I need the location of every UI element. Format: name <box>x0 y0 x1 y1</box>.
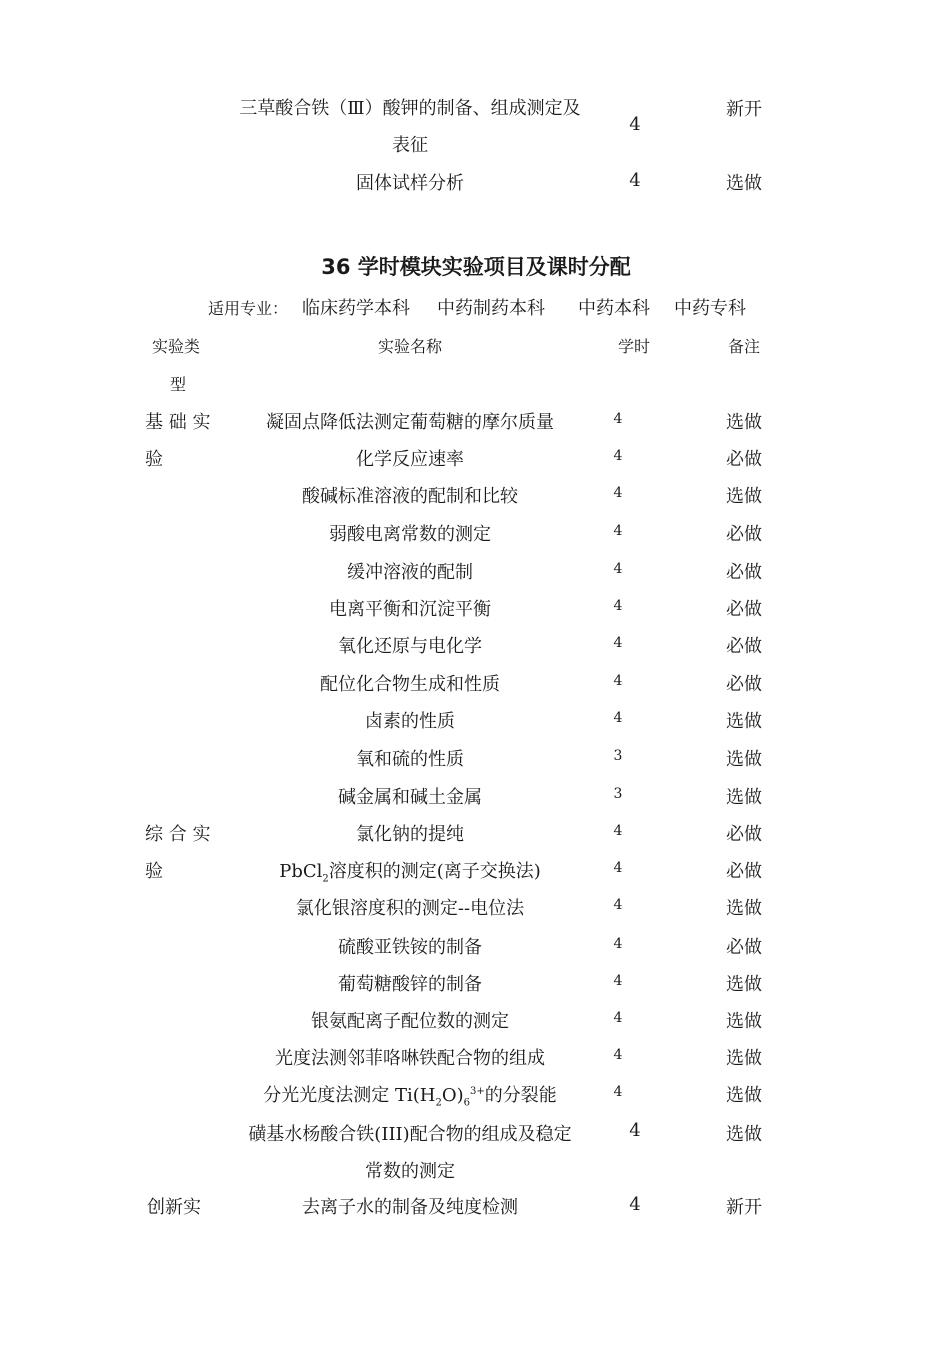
experiment-note: 必做 <box>726 524 762 545</box>
experiment-name <box>220 1081 600 1109</box>
experiment-hours: 4 <box>613 635 623 651</box>
experiment-name: 三草酸合铁（Ⅲ）酸钾的制备、组成测定及 <box>239 98 581 119</box>
experiment-name: 氧和硫的性质 <box>356 749 464 770</box>
type-comprehensive: 综 合 实 <box>145 824 211 845</box>
header-type-continued: 型 <box>170 375 187 394</box>
experiment-name: 缓冲溶液的配制 <box>347 562 473 583</box>
major-item: 中药专科 <box>674 298 746 319</box>
experiment-note: 必做 <box>726 449 762 470</box>
major-item: 临床药学本科 <box>302 298 410 319</box>
name-subscript: 2 <box>435 1097 442 1109</box>
experiment-name: 葡萄糖酸锌的制备 <box>338 974 482 995</box>
experiment-name <box>220 857 600 885</box>
experiment-note: 选做 <box>726 974 762 995</box>
experiment-name: 氧化还原与电化学 <box>338 636 482 657</box>
experiment-hours: 3 <box>613 748 623 764</box>
experiment-hours: 4 <box>629 1120 641 1141</box>
type-basic: 基 础 实 <box>145 412 211 433</box>
experiment-name: 去离子水的制备及纯度检测 <box>302 1197 518 1218</box>
experiment-note: 必做 <box>726 636 762 657</box>
experiment-hours: 4 <box>613 1047 623 1063</box>
header-type: 实验类 <box>152 337 201 356</box>
experiment-hours: 4 <box>613 448 623 464</box>
name-part: 分光光度法测定 Ti(H <box>263 1085 436 1106</box>
header-hours: 学时 <box>617 337 650 356</box>
experiment-hours: 4 <box>613 823 623 839</box>
experiment-hours: 4 <box>613 673 623 689</box>
type-comprehensive-continued: 验 <box>145 861 163 882</box>
experiment-hours: 4 <box>613 561 623 577</box>
name-part: 的分裂能 <box>484 1085 557 1106</box>
experiment-name: 光度法测邻菲咯啉铁配合物的组成 <box>275 1048 545 1069</box>
experiment-name: 碱金属和碱土金属 <box>338 787 482 808</box>
experiment-note: 选做 <box>726 173 762 194</box>
experiment-hours: 4 <box>629 114 641 135</box>
experiment-name: 氯化钠的提纯 <box>356 824 464 845</box>
name-part: PbCl <box>279 861 323 882</box>
experiment-note: 选做 <box>726 1085 762 1106</box>
name-superscript: 3+ <box>470 1086 485 1097</box>
experiment-name: 氯化银溶度积的测定--电位法 <box>295 898 525 919</box>
experiment-note: 选做 <box>726 1048 762 1069</box>
experiment-name: 弱酸电离常数的测定 <box>329 524 491 545</box>
majors-label: 适用专业： <box>208 299 289 318</box>
experiment-hours: 4 <box>613 860 623 876</box>
experiment-name: 硫酸亚铁铵的制备 <box>338 937 482 958</box>
experiment-note: 选做 <box>726 787 762 808</box>
experiment-hours: 4 <box>613 1010 623 1026</box>
name-subscript: 2 <box>322 873 329 885</box>
name-part: O) <box>441 1085 464 1106</box>
experiment-note: 新开 <box>726 1197 762 1218</box>
experiment-hours: 3 <box>613 786 623 802</box>
experiment-note: 必做 <box>726 599 762 620</box>
type-innovative: 创新实 <box>147 1197 201 1218</box>
experiment-name: 化学反应速率 <box>356 449 464 470</box>
type-basic-continued: 验 <box>145 449 163 470</box>
experiment-name: 银氨配离子配位数的测定 <box>311 1011 509 1032</box>
experiment-note: 必做 <box>726 674 762 695</box>
header-note: 备注 <box>727 337 760 356</box>
experiment-hours: 4 <box>613 485 623 501</box>
name-subscript: 6 <box>463 1097 470 1109</box>
experiment-note: 必做 <box>726 824 762 845</box>
experiment-note: 选做 <box>726 1124 762 1145</box>
experiment-hours: 4 <box>613 936 623 952</box>
experiment-hours: 4 <box>613 897 623 913</box>
experiment-note: 选做 <box>726 749 762 770</box>
major-item: 中药本科 <box>578 298 650 319</box>
experiment-note: 选做 <box>726 1011 762 1032</box>
experiment-hours: 4 <box>613 710 623 726</box>
experiment-note: 必做 <box>726 937 762 958</box>
experiment-name: 固体试样分析 <box>356 173 464 194</box>
experiment-hours: 4 <box>613 1084 623 1100</box>
name-part: 溶度积的测定(离子交换法) <box>328 861 541 882</box>
experiment-note: 必做 <box>726 861 762 882</box>
experiment-hours: 4 <box>629 1194 641 1215</box>
experiment-hours: 4 <box>613 411 623 427</box>
section-title: 36 学时模块实验项目及课时分配 <box>321 255 631 279</box>
experiment-note: 新开 <box>726 99 762 120</box>
experiment-name: 酸碱标准溶液的配制和比较 <box>302 486 518 507</box>
experiment-hours: 4 <box>613 973 623 989</box>
experiment-name-continued: 常数的测定 <box>365 1161 455 1182</box>
major-item: 中药制药本科 <box>437 298 545 319</box>
experiment-name: 凝固点降低法测定葡萄糖的摩尔质量 <box>266 412 554 433</box>
experiment-hours: 4 <box>613 598 623 614</box>
experiment-name-continued: 表征 <box>392 135 428 156</box>
experiment-name: 卤素的性质 <box>365 711 455 732</box>
header-name: 实验名称 <box>377 337 442 356</box>
experiment-note: 选做 <box>726 486 762 507</box>
experiment-name: 配位化合物生成和性质 <box>320 674 500 695</box>
experiment-hours: 4 <box>613 523 623 539</box>
experiment-note: 选做 <box>726 711 762 732</box>
experiment-name: 电离平衡和沉淀平衡 <box>329 599 491 620</box>
experiment-note: 选做 <box>726 412 762 433</box>
experiment-note: 必做 <box>726 562 762 583</box>
experiment-name: 磺基水杨酸合铁(III)配合物的组成及稳定 <box>248 1124 572 1145</box>
experiment-hours: 4 <box>629 170 641 191</box>
experiment-note: 选做 <box>726 898 762 919</box>
